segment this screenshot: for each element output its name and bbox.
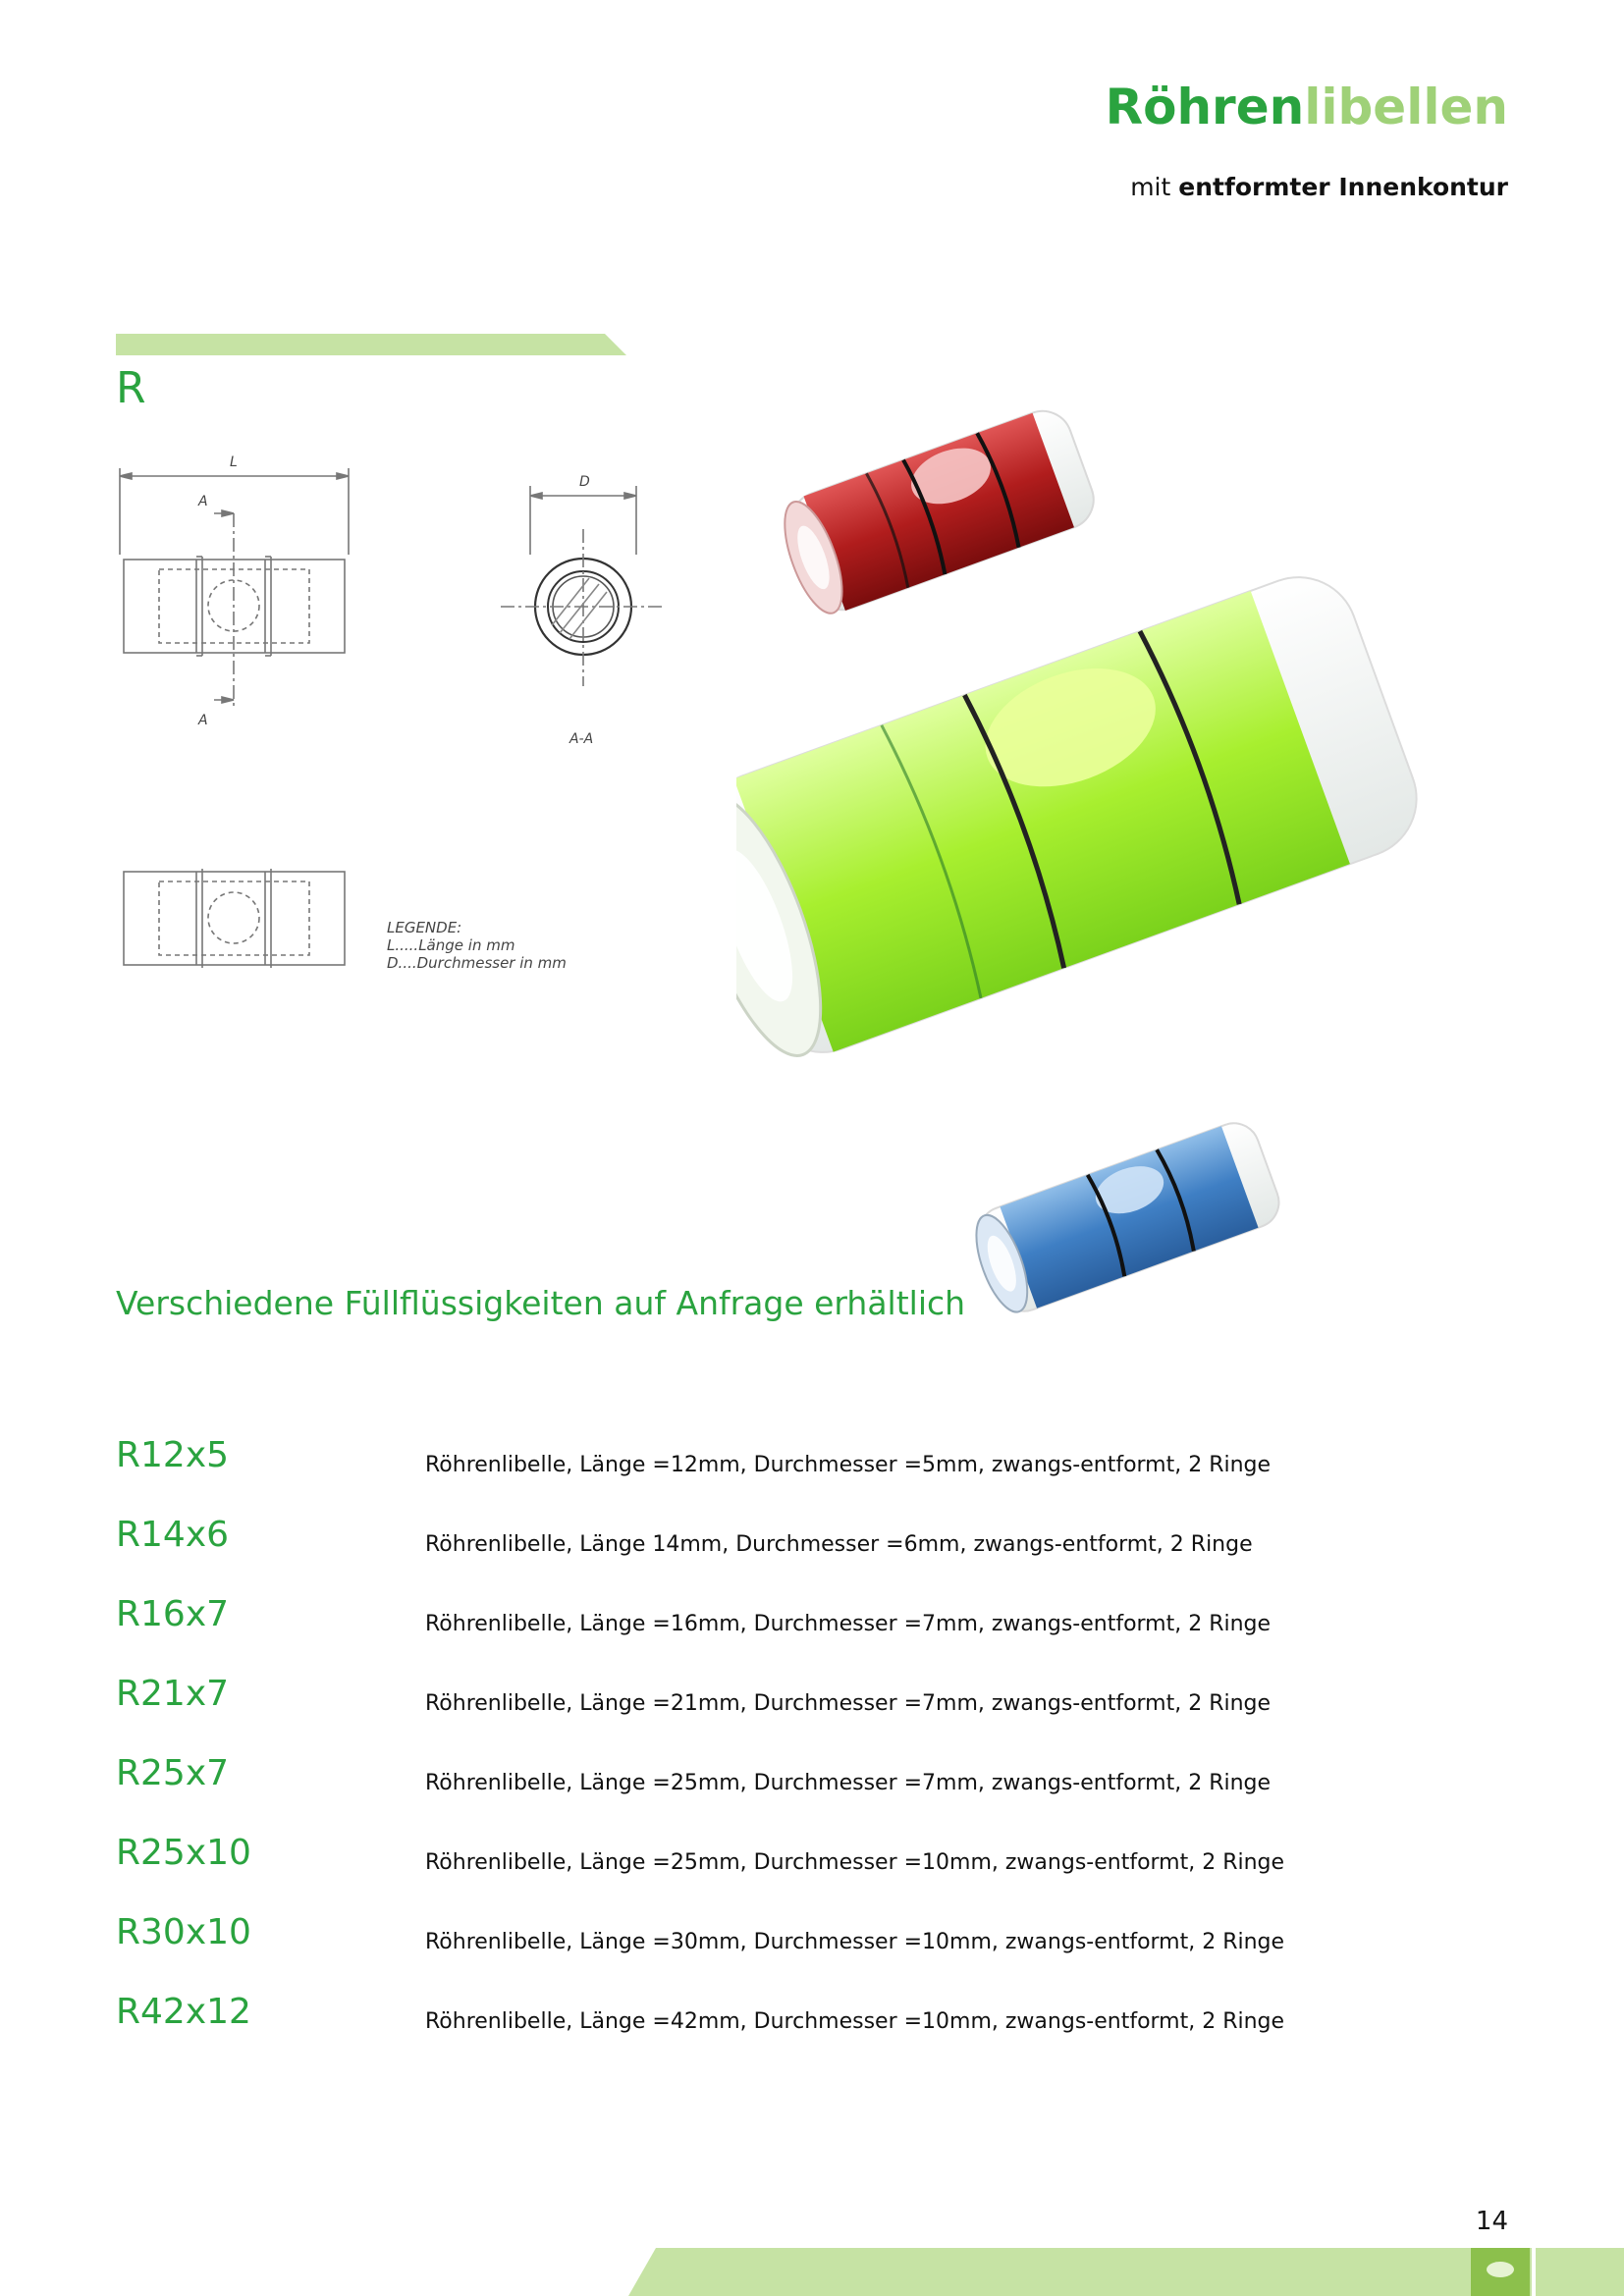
product-row bbox=[116, 1753, 1392, 1833]
product-code: R25x7 bbox=[116, 1753, 230, 1793]
legend-diameter: D....Durchmesser in mm bbox=[387, 954, 567, 972]
product-row bbox=[116, 1992, 1392, 2071]
product-description: Röhrenlibelle, Länge =30mm, Durchmesser =10mm, zwangs-entformt, 2 Ringe bbox=[425, 1930, 1285, 1954]
page-subtitle bbox=[1130, 173, 1508, 201]
page-number: 14 bbox=[1475, 2207, 1508, 2236]
product-row bbox=[116, 1435, 1392, 1515]
section-bar bbox=[116, 334, 626, 355]
legend-length: L.....Länge in mm bbox=[387, 936, 515, 954]
dim-label-L: L bbox=[230, 454, 238, 470]
product-code: R14x6 bbox=[116, 1515, 230, 1555]
product-code: R21x7 bbox=[116, 1674, 230, 1714]
green-level-image bbox=[736, 561, 1434, 1078]
legend-title: LEGENDE: bbox=[387, 919, 462, 936]
product-description: Röhrenlibelle, Länge =25mm, Durchmesser =7mm, zwangs-entformt, 2 Ringe bbox=[425, 1771, 1272, 1795]
dim-label-D: D bbox=[579, 474, 590, 490]
section-label: A-A bbox=[569, 731, 594, 747]
section-letter: R bbox=[116, 363, 146, 413]
product-row bbox=[116, 1674, 1392, 1753]
title-part-1: Röhren bbox=[1105, 79, 1305, 135]
product-row bbox=[116, 1515, 1392, 1594]
product-row bbox=[116, 1833, 1392, 1912]
footer-bar bbox=[0, 2248, 1624, 2296]
drawing-legend bbox=[387, 919, 567, 972]
product-description: Röhrenlibelle, Länge =12mm, Durchmesser =5mm, zwangs-entformt, 2 Ringe bbox=[425, 1453, 1272, 1477]
subtitle-prefix: mit bbox=[1130, 173, 1179, 201]
product-row bbox=[116, 1594, 1392, 1674]
product-description: Röhrenlibelle, Länge =42mm, Durchmesser =10mm, zwangs-entformt, 2 Ringe bbox=[425, 2009, 1285, 2034]
cut-label-top: A bbox=[198, 494, 208, 509]
product-description: Röhrenlibelle, Länge =25mm, Durchmesser =10mm, zwangs-entformt, 2 Ringe bbox=[425, 1850, 1285, 1875]
product-code: R25x10 bbox=[116, 1833, 251, 1873]
page-title bbox=[1106, 79, 1508, 135]
product-description: Röhrenlibelle, Länge 14mm, Durchmesser =6mm, zwangs-entformt, 2 Ringe bbox=[425, 1532, 1253, 1557]
product-code: R16x7 bbox=[116, 1594, 230, 1634]
title-part-2: libellen bbox=[1304, 79, 1508, 135]
product-list bbox=[116, 1435, 1392, 2071]
technical-drawing bbox=[108, 447, 697, 996]
product-description: Röhrenlibelle, Länge =16mm, Durchmesser =7mm, zwangs-entformt, 2 Ringe bbox=[425, 1612, 1272, 1636]
footer-logo-icon bbox=[1487, 2262, 1514, 2277]
product-code: R42x12 bbox=[116, 1992, 251, 2032]
product-code: R30x10 bbox=[116, 1912, 251, 1952]
product-description: Röhrenlibelle, Länge =21mm, Durchmesser =7mm, zwangs-entformt, 2 Ringe bbox=[425, 1691, 1272, 1716]
product-photos bbox=[736, 363, 1443, 1325]
subtitle-bold: entformter Innenkontur bbox=[1178, 173, 1508, 201]
product-code: R12x5 bbox=[116, 1435, 230, 1475]
blue-level-image bbox=[965, 1116, 1286, 1321]
availability-note: Verschiedene Füllflüssigkeiten auf Anfrage erhältlich bbox=[116, 1284, 966, 1322]
red-level-image bbox=[773, 402, 1103, 621]
cut-label-bottom: A bbox=[198, 713, 208, 728]
product-row bbox=[116, 1912, 1392, 1992]
